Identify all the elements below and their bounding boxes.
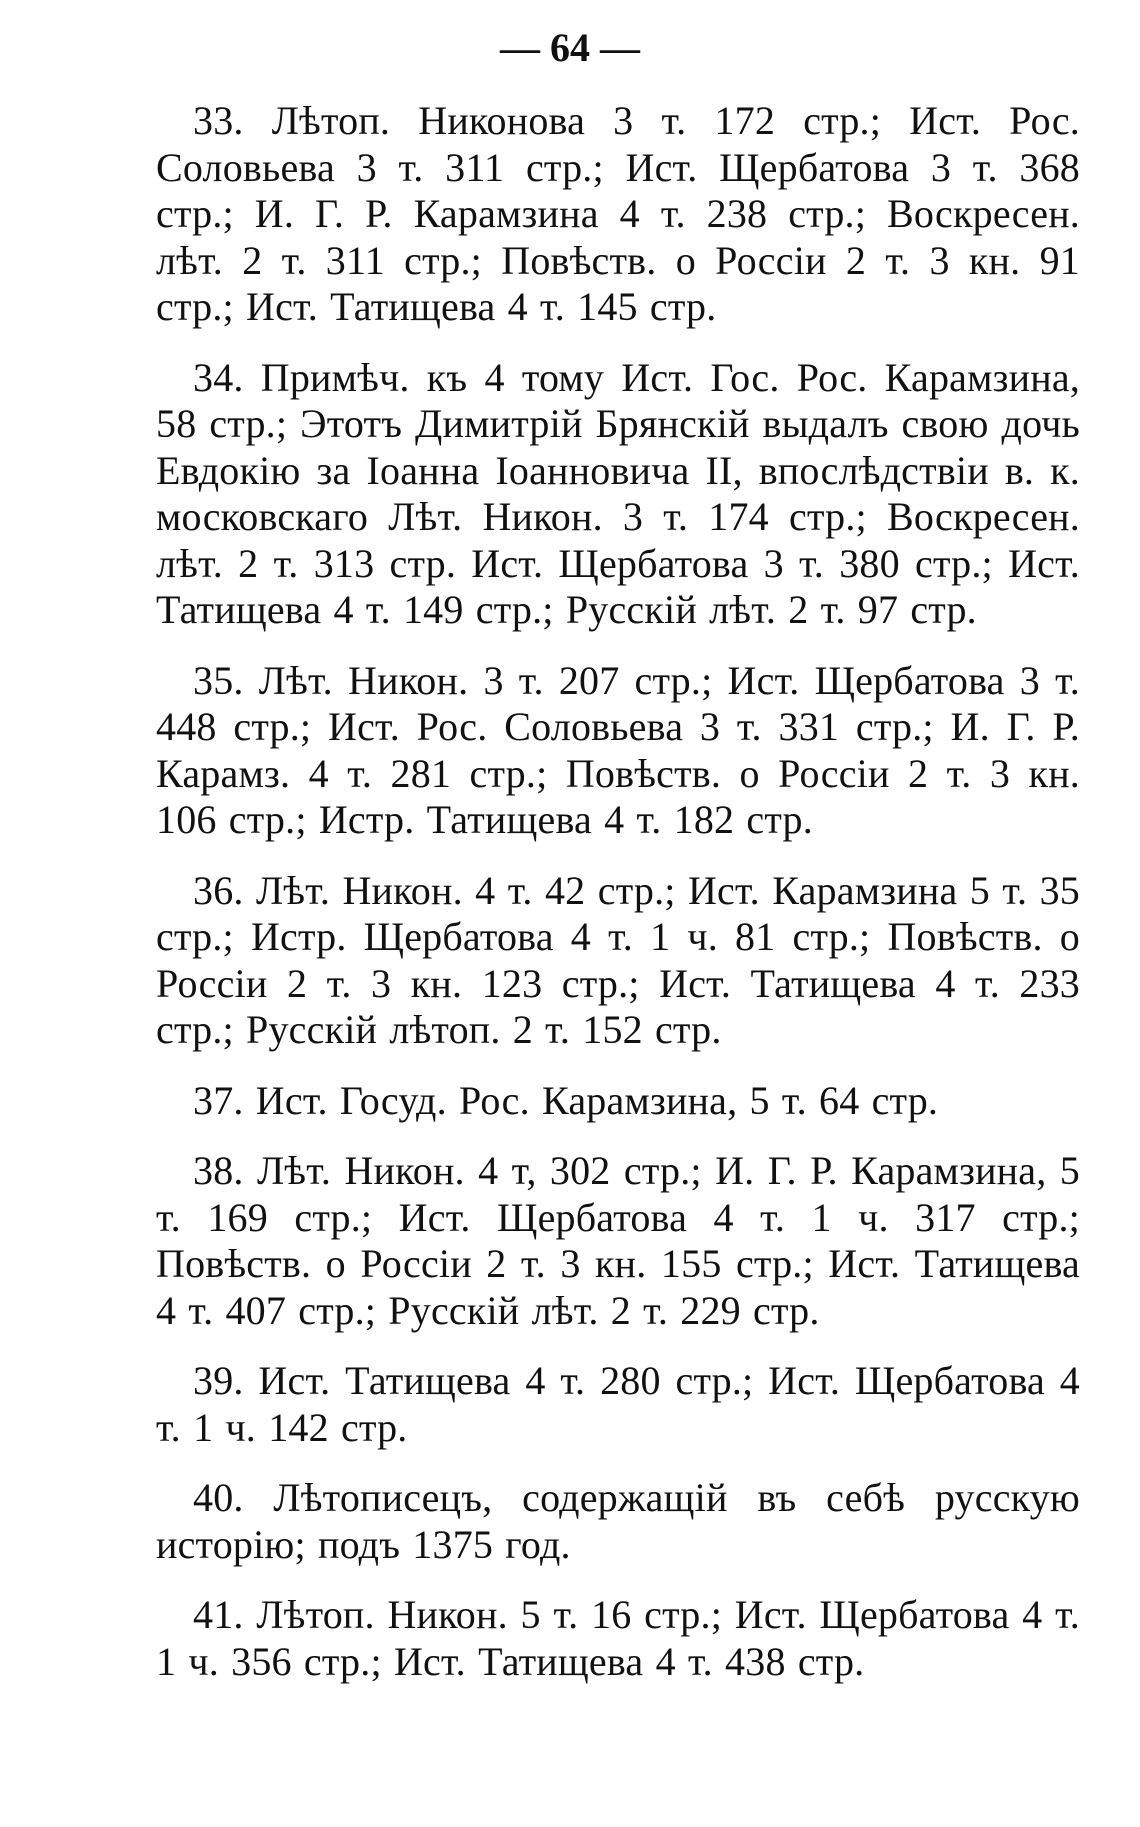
page-number: — 64 — <box>500 25 640 70</box>
note-33: 33. Лѣтоп. Никонова 3 т. 172 стр.; Ист. Рос. Соловьева 3 т. 311 стр.; Ист. Щербатова 3 т. 368 стр.; И. Г. Р. Карамзина 4 т. 238 стр.; Воскресен. лѣт. 2 т. 311 стр.; Повѣств. о Россіи 2 т. 3 кн. 91 стр.; Ист. Татищева 4 т. 145 стр. <box>156 98 1080 329</box>
note-35: 35. Лѣт. Никон. 3 т. 207 стр.; Ист. Щербатова 3 т. 448 стр.; Ист. Рос. Соловьева 3 т. 331 стр.; И. Г. Р. Карамз. 4 т. 281 стр.; Повѣств. о Россіи 2 т. 3 кн. 106 стр.; Истр. Татищева 4 т. 182 стр. <box>156 657 1080 842</box>
note-41: 41. Лѣтоп. Никон. 5 т. 16 стр.; Ист. Щербатова 4 т. 1 ч. 356 стр.; Ист. Татищева 4 т. 438 стр. <box>156 1592 1080 1684</box>
note-39: 39. Ист. Татищева 4 т. 280 стр.; Ист. Щербатова 4 т. 1 ч. 142 стр. <box>156 1358 1080 1450</box>
notes-list <box>156 98 1080 1709</box>
note-34: 34. Примѣч. къ 4 тому Ист. Гос. Рос. Карамзина, 58 стр.; Этотъ Димитрій Брянскій выдалъ свою дочь Евдокію за Іоанна Іоанновича II, впослѣдствіи в. к. московскаго Лѣт. Никон. 3 т. 174 стр.; Воскресен. лѣт. 2 т. 313 стр. Ист. Щербатова 3 т. 380 стр.; Ист. Татищева 4 т. 149 стр.; Русскій лѣт. 2 т. 97 стр. <box>156 354 1080 632</box>
note-38: 38. Лѣт. Никон. 4 т, 302 стр.; И. Г. Р. Карамзина, 5 т. 169 стр.; Ист. Щербатова 4 т. 1 ч. 317 стр.; Повѣств. о Россіи 2 т. 3 кн. 155 стр.; Ист. Татищева 4 т. 407 стр.; Русскій лѣт. 2 т. 229 стр. <box>156 1148 1080 1333</box>
note-40: 40. Лѣтописецъ, содержащій въ себѣ русскую исторію; подъ 1375 год. <box>156 1475 1080 1567</box>
note-36: 36. Лѣт. Никон. 4 т. 42 стр.; Ист. Карамзина 5 т. 35 стр.; Истр. Щербатова 4 т. 1 ч. 81 стр.; Повѣств. о Россіи 2 т. 3 кн. 123 стр.; Ист. Татищева 4 т. 233 стр.; Русскій лѣтоп. 2 т. 152 стр. <box>156 867 1080 1052</box>
note-37: 37. Ист. Госуд. Рос. Карамзина, 5 т. 64 стр. <box>193 1077 939 1123</box>
